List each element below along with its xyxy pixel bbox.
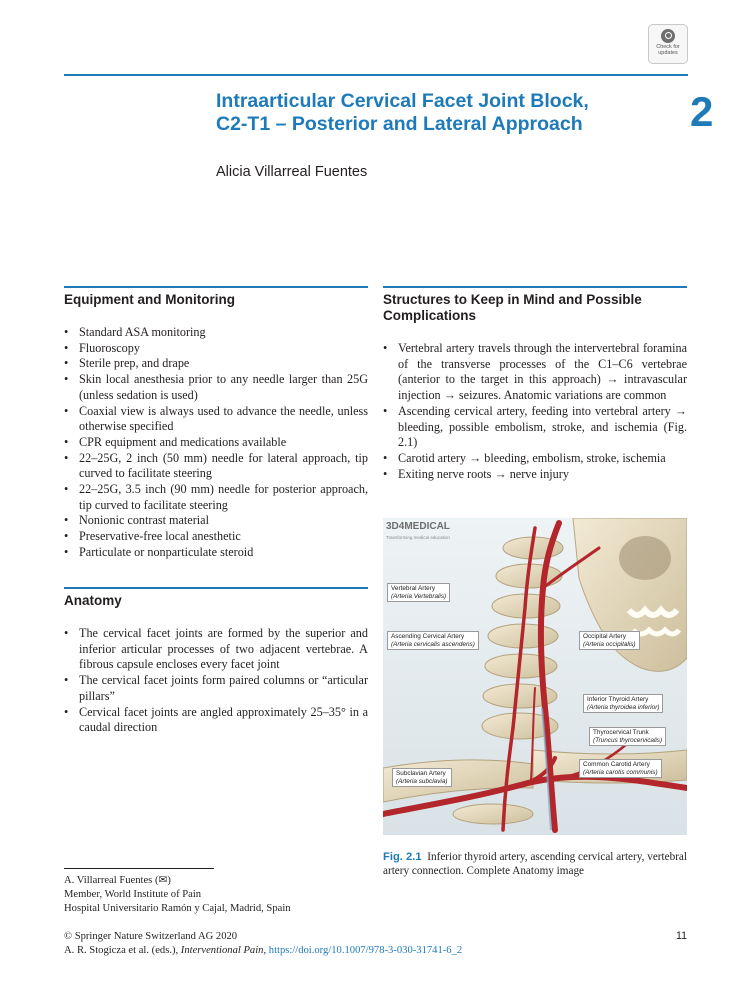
chapter-title <box>216 90 636 136</box>
label-latin: (Arteria carotis communis) <box>583 768 658 776</box>
list-item: • Carotid artery → bleeding, embolism, stroke, ischemia <box>383 451 687 467</box>
citation-editors: A. R. Stogicza et al. (eds.), <box>64 945 181 956</box>
list-item: • Particulate or nonparticulate steroid <box>64 545 368 561</box>
section-heading-structures-line-1: Structures to Keep in Mind and Possible <box>383 292 642 307</box>
list-item: • Ascending cervical artery, feeding into vertebral artery → bleeding, possible embolism, stroke, and ischemia (Fig. 2.1) <box>383 404 687 451</box>
label-ascending-cervical-artery <box>387 631 479 650</box>
check-for-updates-badge[interactable] <box>648 24 688 64</box>
figure-caption-label[interactable]: Fig. 2.1 <box>383 851 422 863</box>
section-rule-anatomy <box>64 587 368 589</box>
label-latin: (Arteria cervicalis ascendens) <box>391 640 475 648</box>
list-item: • Cervical facet joints are angled approximately 25–35° in a caudal direction <box>64 705 368 736</box>
citation-separator: , <box>263 945 269 956</box>
list-item: • Sterile prep, and drape <box>64 356 368 372</box>
chapter-number: 2 <box>690 88 714 135</box>
label-vertebral-artery <box>387 583 450 602</box>
label-latin: (Arteria occipitalis) <box>583 640 636 648</box>
label-latin: (Truncus thyrocervicalis) <box>593 736 663 744</box>
anatomy-figure <box>383 518 687 835</box>
update-icon <box>661 29 675 43</box>
footnote-rule <box>64 868 214 869</box>
label-subclavian-artery <box>392 768 452 787</box>
label-thyrocervical-trunk <box>589 727 666 746</box>
label-latin: (Arteria subclavia) <box>396 777 448 785</box>
page-number: 11 <box>676 930 687 942</box>
footnote-affiliation-1: Member, World Institute of Pain <box>64 888 202 900</box>
author-footnote <box>64 874 291 915</box>
label-name: Common Carotid Artery <box>583 761 650 768</box>
copyright-block <box>64 930 462 958</box>
section-heading-anatomy: Anatomy <box>64 593 122 608</box>
list-item: • Vertebral artery travels through the intervertebral foramina of the transverse processes of the C1–C6 vertebrae (anterior to the target in this approach) → intravascular injection → seizures. Anatomic variations are common <box>383 341 687 404</box>
list-item: • Preservative-free local anesthetic <box>64 529 368 545</box>
chapter-author: Alicia Villarreal Fuentes <box>216 164 368 180</box>
chapter-title-line-1: Intraarticular Cervical Facet Joint Block, <box>216 90 589 112</box>
equipment-list <box>64 325 368 561</box>
list-item: • Skin local anesthesia prior to any needle larger than 25G (unless sedation is used) <box>64 372 368 403</box>
list-item: • Standard ASA monitoring <box>64 325 368 341</box>
label-name: Vertebral Artery <box>391 585 436 592</box>
label-name: Inferior Thyroid Artery <box>587 696 649 703</box>
neck-anatomy-illustration <box>383 518 687 835</box>
doi-link[interactable]: https://doi.org/10.1007/978-3-030-31741-6_2 <box>268 945 463 956</box>
section-heading-equipment: Equipment and Monitoring <box>64 292 235 307</box>
list-item: • 22–25G, 3.5 inch (90 mm) needle for posterior approach, tip curved to facilitate steering <box>64 482 368 513</box>
badge-text: Check for <box>656 44 680 50</box>
section-heading-structures-line-2: Complications <box>383 308 477 323</box>
list-item: • The cervical facet joints form paired columns or “articular pillars” <box>64 673 368 704</box>
label-latin: (Arteria Vertebralis) <box>391 592 447 600</box>
chapter-title-line-2: C2-T1 – Posterior and Lateral Approach <box>216 113 583 135</box>
header-rule <box>64 74 688 76</box>
label-name: Occipital Artery <box>583 633 626 640</box>
section-rule-structures <box>383 286 687 288</box>
list-item: • Fluoroscopy <box>64 341 368 357</box>
list-item: • 22–25G, 2 inch (50 mm) needle for lateral approach, tip curved to facilitate steering <box>64 451 368 482</box>
copyright-line: © Springer Nature Switzerland AG 2020 <box>64 931 238 942</box>
label-common-carotid-artery <box>579 759 662 778</box>
structures-list <box>383 341 687 482</box>
footnote-affiliation-2: Hospital Universitario Ramón y Cajal, Madrid, Spain <box>64 902 291 914</box>
label-occipital-artery <box>579 631 640 650</box>
footnote-author: A. Villarreal Fuentes (✉) <box>64 875 171 886</box>
anatomy-list <box>64 626 368 736</box>
section-rule-equipment <box>64 286 368 288</box>
citation-line <box>64 944 462 958</box>
label-inferior-thyroid-artery <box>583 694 663 713</box>
badge-text-2: updates <box>658 50 678 56</box>
publisher-logo-tagline: Transforming medical education <box>386 535 450 540</box>
figure-caption-text: Inferior thyroid artery, ascending cervical artery, vertebral artery connection. Complete Anatomy image <box>383 851 688 877</box>
list-item: • Coaxial view is always used to advance the needle, unless otherwise specified <box>64 404 368 435</box>
label-latin: (Arteria thyroidea inferior) <box>587 703 660 711</box>
section-heading-structures <box>383 292 687 324</box>
citation-book-title: Interventional Pain <box>180 945 264 956</box>
list-item: • Nonionic contrast material <box>64 513 368 529</box>
list-item: • CPR equipment and medications available <box>64 435 368 451</box>
label-name: Thyrocervical Trunk <box>593 729 649 736</box>
label-name: Subclavian Artery <box>396 770 446 777</box>
list-item: • Exiting nerve roots → nerve injury <box>383 467 687 483</box>
label-name: Ascending Cervical Artery <box>391 633 465 640</box>
publisher-logo: 3D4MEDICAL <box>386 521 450 532</box>
list-item: • The cervical facet joints are formed by the superior and inferior articular processes of two adjacent vertebrae. A fibrous capsule encloses every facet joint <box>64 626 368 673</box>
figure-caption <box>383 850 687 878</box>
